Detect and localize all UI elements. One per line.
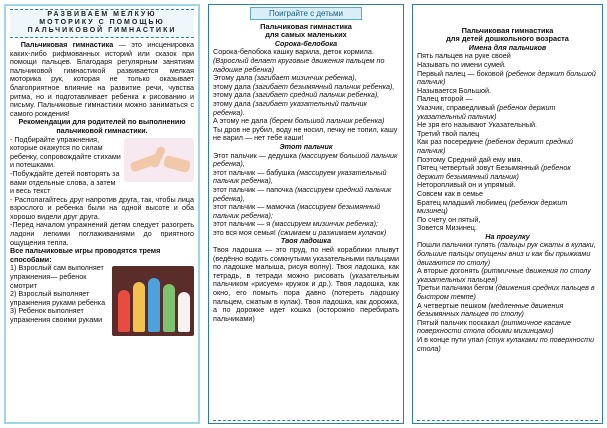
poem-line <box>213 48 399 74</box>
title-line-1: Пальчиковая гимнастика <box>461 26 554 35</box>
poem-etot-palchik <box>213 152 399 238</box>
poem-line <box>213 152 399 169</box>
poem-title-tvoya-ladoshka: Твоя ладошка <box>280 236 332 246</box>
poem-line-text: Этому дала <box>213 73 255 83</box>
poem-line <box>213 203 399 220</box>
poem-line-text: этому дала <box>213 98 253 108</box>
poem-tvoya-ladoshka: Твоя ладошка — это пруд, по ней кораблики плывут (ведённо водить сомкнутыми указательными пальцами по ладошке малыша, рисуя волну). Твоя ладошка, как тетрадь, в тетради можно рисовать (указательным пальчиком «рисуем» кружок и др.). Твоя ладошка, как окно, его помыть пора давно (потереть ладошку пальцем, сжатым в кулак). Твоя ладошка, как дорожка, а по дорожке идет кошка (осторожно перебирать пальчиками) <box>213 245 399 323</box>
rec-1: - Подбирайте упражнения, которые окажутся по силам ребенку, сопровождайте стихами и потешками. <box>10 134 121 170</box>
poem-line-text: Поэтому Средний дай ему имя. <box>417 154 523 164</box>
poem-line-text: этому дала <box>213 90 253 100</box>
poem-line-text: Указчик, справедливый <box>417 102 497 112</box>
poem-line <box>213 100 399 117</box>
poem-line <box>417 70 598 87</box>
poem-title-imena: Имена для пальчиков <box>468 42 547 52</box>
poem-line-text: Называется Большой. <box>417 85 492 95</box>
poem-line-text: Палец второй — <box>417 94 473 104</box>
poem-line-text: А вторые догонять <box>417 266 482 276</box>
poem-line-instruction: (медленные движения безымянных пальцев по столу) <box>417 300 564 319</box>
left-panel <box>4 4 200 424</box>
poem-line-text: Как раз посередине <box>417 137 486 147</box>
poem-line <box>213 126 399 143</box>
poem-line-text: этот пальчик — я <box>213 219 273 229</box>
poem-line-text: И в конце пути упал <box>417 335 486 344</box>
banner <box>10 9 194 38</box>
poem-line <box>417 104 598 121</box>
poem-line-text: Первый палец — боковой <box>417 68 506 78</box>
poem-line <box>417 164 598 181</box>
intro-paragraph <box>10 41 194 118</box>
poem-title-soroka: Сорока-белобока <box>274 38 338 48</box>
poem-line-instruction: (ребенок держит большой пальчик) <box>417 68 596 87</box>
poem-line-instruction: (загибает средний пальчик ребенка), <box>252 90 380 100</box>
poem-line-text: этому дала <box>213 81 253 91</box>
poem-line <box>417 138 598 155</box>
poem-line-instruction: (стук кулаками по поверхности стола) <box>417 335 595 353</box>
poem-line <box>417 284 598 301</box>
rec-2: -Побуждайте детей повторять за вами отдельные слова, а затем и весь текст <box>10 168 120 196</box>
poem-line-instruction: (загибает безымянный пальчик ребенка), <box>252 81 395 91</box>
banner-line-1: РАЗВИВАЕМ МЕЛКУЮ <box>47 11 157 18</box>
way-1: 1) Взрослый сам выполняет упражнения— ребенок смотрит <box>10 263 104 290</box>
poem-line <box>417 267 598 284</box>
poem-line-text: Братец младший любимец <box>417 197 509 207</box>
poem-line-text: Зовется Мизинец. <box>417 223 477 233</box>
poem-line-text: Третьи пальчики бегом <box>417 283 496 293</box>
rec-4: -Перед началом упражнений детям следует разогреть ладони легкими поглаживаниями до приятного ощущения тепла. <box>10 220 194 247</box>
poem-line <box>213 169 399 186</box>
recommendations-title: Рекомендации для родителей по выполнению пальчиковой гимнастики. <box>18 117 186 135</box>
poem-line-instruction: (пальцы рук сжаты в кулаки, большие пальцы опущены вниз и как бы прыжками двигаются по столу) <box>417 240 596 267</box>
way-3: 3) Ребенок выполняет упражнения своими руками <box>10 306 103 324</box>
poem-line-instruction: (массируем указательный пальчик ребенка), <box>213 167 387 186</box>
poem-na-progulku <box>417 241 598 353</box>
poem-line-instruction: (Взрослый делает круговые движения пальцем по ладошке ребенка) <box>213 56 385 74</box>
rec-3: - Располагайтесь друг напротив друга, так, чтобы лица взрослого и ребенка были на одной высоте и оба хорошо видели друг друга. <box>10 194 194 221</box>
poem-line <box>417 241 598 267</box>
banner-line-2: МОТОРИКУ С ПОМОЩЬЮ <box>39 19 165 26</box>
poem-line-text: Неторопливый он и упрямый. <box>417 180 516 190</box>
poem-line-instruction: (сжимаем и разжимаем кулачок) <box>277 227 387 237</box>
poem-line-instruction: (ритмичные движения по столу указательных пальцев) <box>417 266 591 284</box>
intro-term: Пальчиковая гимнастика <box>20 40 114 49</box>
poem-line-text: Этот пальчик — дедушка <box>213 150 299 160</box>
poem-soroka <box>213 48 399 143</box>
title-line-2: для самых маленьких <box>265 30 347 40</box>
middle-panel <box>208 4 404 424</box>
poem-line-instruction: (массируем большой пальчик ребенка), <box>213 150 398 169</box>
poem-line-instruction: (массируем безымянный пальчик ребенка); <box>213 202 381 220</box>
poem-line-text: это вся моя семья! <box>213 227 278 237</box>
poem-line <box>417 199 598 216</box>
title-line-1: Пальчиковая гимнастика <box>260 22 352 31</box>
title-line-2: для детей дошкольного возраста <box>446 34 569 44</box>
poem-line-instruction: (массируем мизинчик ребенка); <box>272 219 378 229</box>
poem-line-instruction: (берем большой пальчик ребенка) <box>269 116 385 126</box>
banner-line-3: ПАЛЬЧИКОВОЙ ГИМНАСТИКИ <box>27 27 177 34</box>
poem-line-instruction: (ребенок держит мизинец) <box>417 197 568 216</box>
poem-line-text: Называть по имени сумей. <box>417 60 507 69</box>
poem-line <box>417 336 598 353</box>
poem-line-text: А четвертые пешком <box>417 300 489 310</box>
poem-line-instruction: (ребенок держит указательный пальчик) <box>417 102 556 121</box>
poem-line-text: Совсем как в семье <box>417 188 483 198</box>
poem-line-text: этот пальчик — мамочка <box>213 202 298 212</box>
poem-line-text: Не зря его называют Указательный. <box>417 120 537 130</box>
poem-line-instruction: (загибает указательный пальчик ребенка). <box>213 98 367 117</box>
poem-title-etot-palchik: Этот пальчик <box>279 141 333 151</box>
poem-line-text: Ты дров не рубил, воду не носил, печку не топил, кашу не варил — нет тебе каши! <box>213 124 398 143</box>
way-2: 2) Взрослый выполняет упражнения руками ребенка <box>10 289 106 307</box>
poem-imena <box>417 52 598 232</box>
poem-line-text: Сорока-белобока кашку варила, деток кормила. <box>213 47 374 57</box>
poem-line <box>417 302 598 319</box>
poem-line-text: Пятец четвертый зовут Безымянный <box>417 163 541 173</box>
poem-line-text: Пять пальцев на руке своей <box>417 51 511 61</box>
poem-line <box>213 186 399 203</box>
poem-line-text: А этому не дала <box>213 116 270 126</box>
ways-title: Все пальчиковые игры проводятся тремя способами: <box>10 246 161 264</box>
poem-line-instruction: (ритмичное касание поверхности стола обоими мизинцами) <box>417 317 571 336</box>
poem-line-text: По счету он пятый, <box>417 214 481 224</box>
right-panel <box>412 4 603 424</box>
poem-line-text: Третий твой палец <box>417 128 480 138</box>
poem-line-text: Пятый пальчик поскакал <box>417 317 502 327</box>
poem-line-instruction: (ребенок держит безымянный пальчик) <box>417 163 571 181</box>
hands-illustration <box>124 138 194 182</box>
poem-title-na-progulku: На прогулку <box>485 231 530 241</box>
poem-line-instruction: (движения средних пальцев в быстром темпе) <box>417 283 595 302</box>
poem-line-text: этот пальчик — папочка <box>213 184 295 194</box>
poem-line <box>417 319 598 336</box>
poem-line-text: этот пальчик — бабушка <box>213 167 297 177</box>
poem-line-instruction: (ребенок держит средний пальчик) <box>417 137 574 155</box>
finger-puppets-photo <box>112 266 194 336</box>
intro-text: — это инсценировка каких-либо рифмованных историй или сказок при помощи пальцев. Благодаря регулярным занятиям пальчиковой гимнастикой развивается мелкая моторика рук, которая не только оказывает благоприятное влияние на развитие речи, чувства ритма, но и подготавливает ребенка к рисованию и письму. Пальчиковые гимнастики можно заниматься с самого рождения! <box>10 40 195 118</box>
section-tab: Поиграйте с детьми <box>250 7 362 20</box>
poem-line-text: Пошли пальчики гулять <box>417 240 498 250</box>
poem-line-instruction: (массируем средний пальчик ребенка), <box>213 184 392 203</box>
poem-line-instruction: (загибает мизинчик ребенка), <box>254 73 357 83</box>
